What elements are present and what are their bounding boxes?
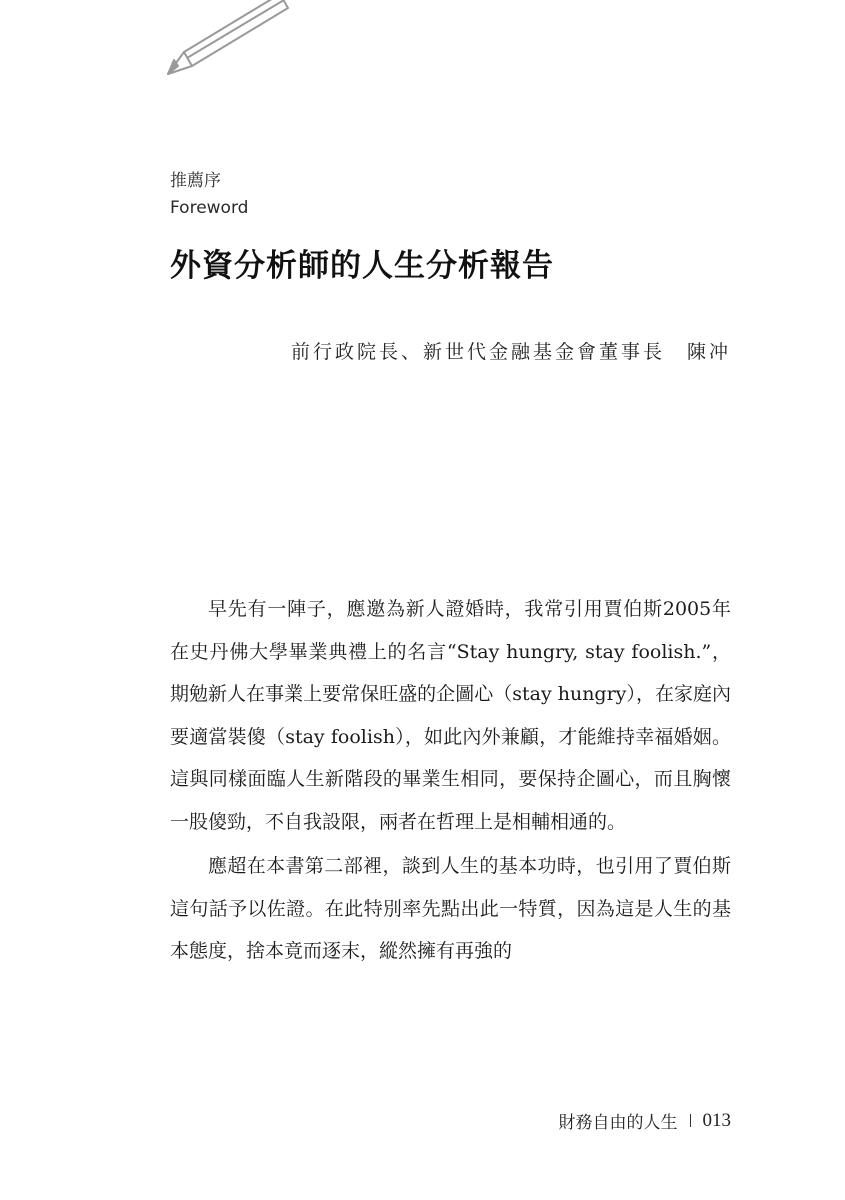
section-label [170,168,248,222]
page-footer [559,1108,732,1133]
pencil-icon [160,0,290,80]
page-number: 013 [702,1109,731,1131]
section-label-zh: 推薦序 [170,171,221,191]
paragraph: 應超在本書第二部裡，談到人生的基本功時，也引用了賈伯斯這句話予以佐證。在此特別率先點出此一特質，因為這是人生的基本態度，捨本竟而逐末，縱然擁有再強的 [170,855,731,962]
running-book-title: 財務自由的人生 [558,1113,678,1133]
author-byline [291,337,731,364]
paragraph: 早先有一陣子，應邀為新人證婚時，我常引用賈伯斯2005年在史丹佛大學畢業典禮上的名言“Stay hungry, stay foolish.”，期勉新人在事業上要常保旺盛的企圖心（stay hungry），在家庭內要適當裝傻（stay foolish），如此內外兼顧，才能維持幸福婚姻。這與同樣面臨人生新階段的畢業生相同，要保持企圖心，而且胸懷一股傻勁，不自我設限，兩者在哲理上是相輔相通的。 [170,598,731,833]
body-text [170,588,731,973]
footer-divider [690,1114,691,1127]
section-label-en: Foreword [170,198,249,218]
author-name: 陳冲 [686,341,731,363]
chapter-title: 外資分析師的人生分析報告 [170,248,554,284]
author-role: 前行政院長、新世代金融基金會董事長 [290,341,665,363]
